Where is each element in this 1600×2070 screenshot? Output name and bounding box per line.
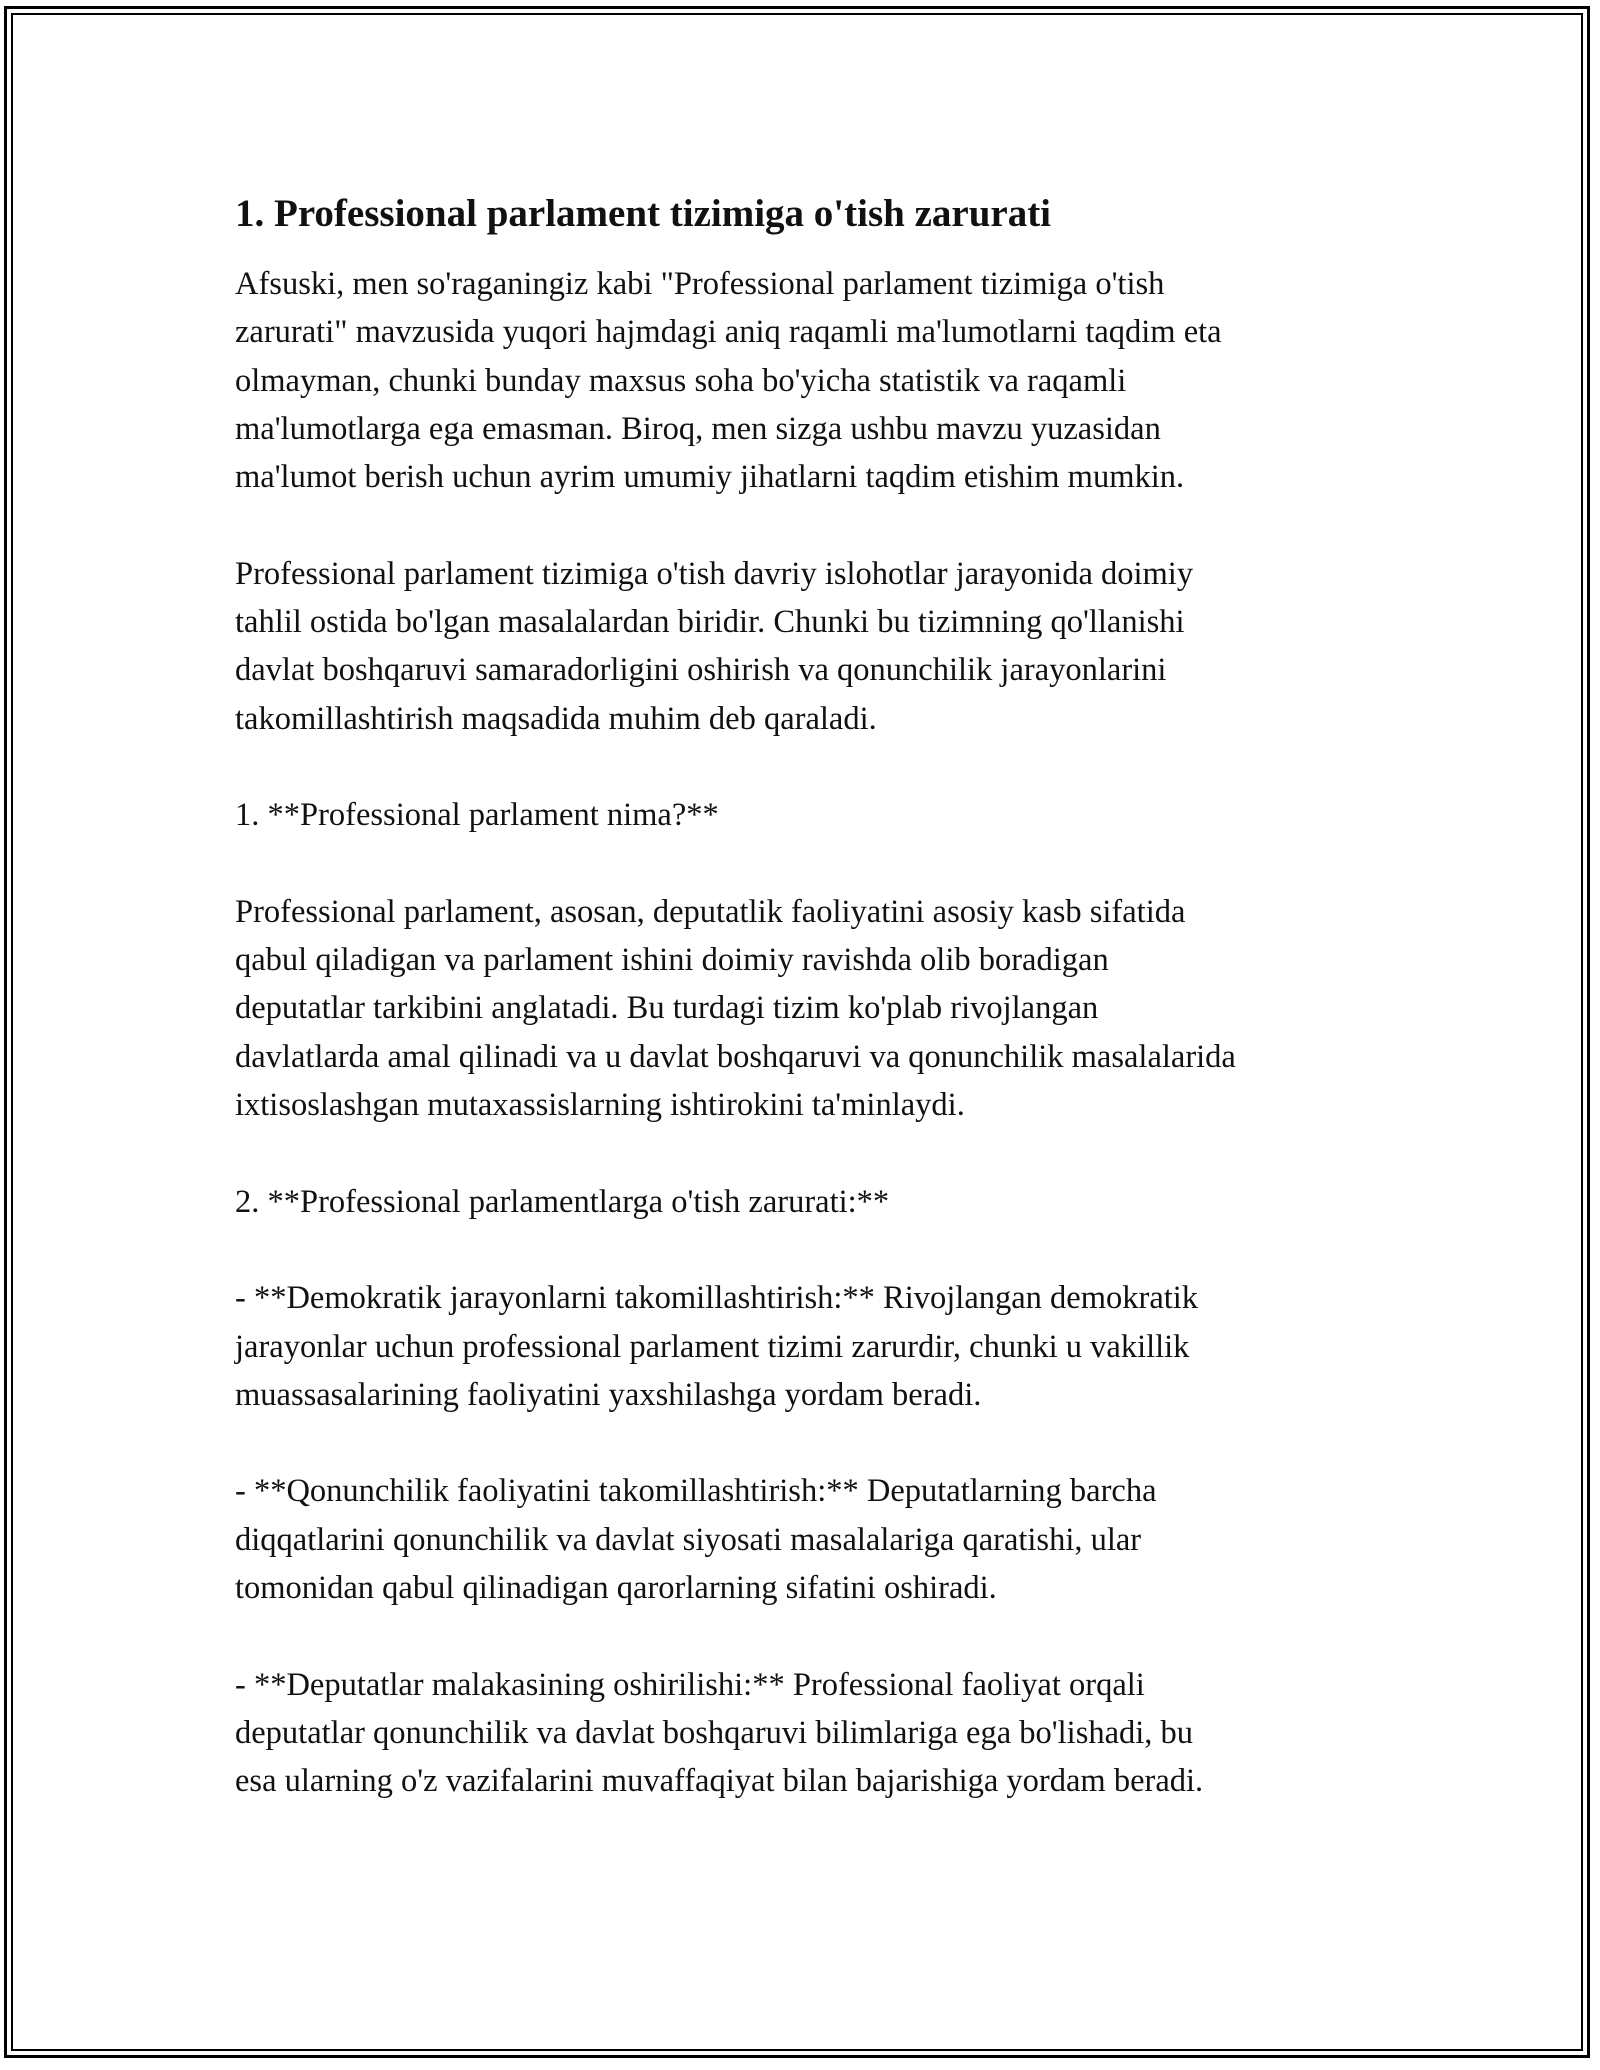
list-item-legislative: - **Qonunchilik faoliyatini takomillashtirish:** Deputatlarning barcha diqqatlarini qonunchilik va davlat siyosati masalalariga qaratishi, ular tomonidan qabul qilinadigan qarorlarning sifatini oshiradi. xyxy=(235,1473,1157,1607)
paragraph-spacer xyxy=(235,1419,1385,1467)
list-item-qualification: - **Deputatlar malakasining oshirilishi:** Professional faoliyat orqali deputatlar qonunchilik va davlat boshqaruvi bilimlariga ega bo'lishadi, bu esa ularning o'z vazifalarini muvaffaqiyat bilan bajarishiga yordam beradi. xyxy=(235,1666,1204,1800)
section-heading-2: 2. **Professional parlamentlarga o'tish zarurati:** xyxy=(235,1183,890,1220)
page-title: 1. Professional parlament tizimiga o'tish zarurati xyxy=(235,192,1052,235)
paragraph-spacer xyxy=(235,1129,1385,1177)
paragraph-definition: Professional parlament, asosan, deputatlik faoliyatini asosiy kasb sifatida qabul qiladigan va parlament ishini doimiy ravishda olib boradigan deputatlar tarkibini anglatadi. Bu turdagi tizim ko'plab rivojlangan davlatlarda amal qilinadi va u davlat boshqaruvi va qonunchilik masalalarida ixtisoslashgan mutaxassislarning ishtirokini ta'minlaydi. xyxy=(235,893,1236,1124)
document-body xyxy=(235,190,1385,1806)
paragraph-spacer xyxy=(235,1612,1385,1660)
list-item-democratic: - **Demokratik jarayonlarni takomillashtirish:** Rivojlangan demokratik jarayonlar uchun professional parlament tizimi zarurdir, chunki u vakillik muassasalarining faoliyatini yaxshilashga yordam beradi. xyxy=(235,1280,1199,1413)
paragraph-spacer xyxy=(235,501,1385,549)
paragraph-spacer xyxy=(235,1226,1385,1274)
section-heading-1: 1. **Professional parlament nima?** xyxy=(235,797,719,834)
paragraph-intro: Afsuski, men so'raganingiz kabi "Professional parlament tizimiga o'tish zarurati" mavzusida yuqori hajmdagi aniq raqamli ma'lumotlarni taqdim eta olmayman, chunki bunday maxsus soha bo'yicha statistik va raqamli ma'lumotlarga ega emasman. Biroq, men sizga ushbu mavzu yuzasidan ma'lumot berish uchun ayrim umumiy jihatlarni taqdim etishim mumkin. xyxy=(235,266,1222,496)
paragraph-spacer xyxy=(235,840,1385,888)
paragraph-context: Professional parlament tizimiga o'tish davriy islohotlar jarayonida doimiy tahlil ostida bo'lgan masalalardan biridir. Chunki bu tizimning qo'llanishi davlat boshqaruvi samaradorligini oshirish va qonunchilik jarayonlarini takomillashtirish maqsadida muhim deb qaraladi. xyxy=(235,555,1194,737)
paragraph-spacer xyxy=(235,743,1385,791)
